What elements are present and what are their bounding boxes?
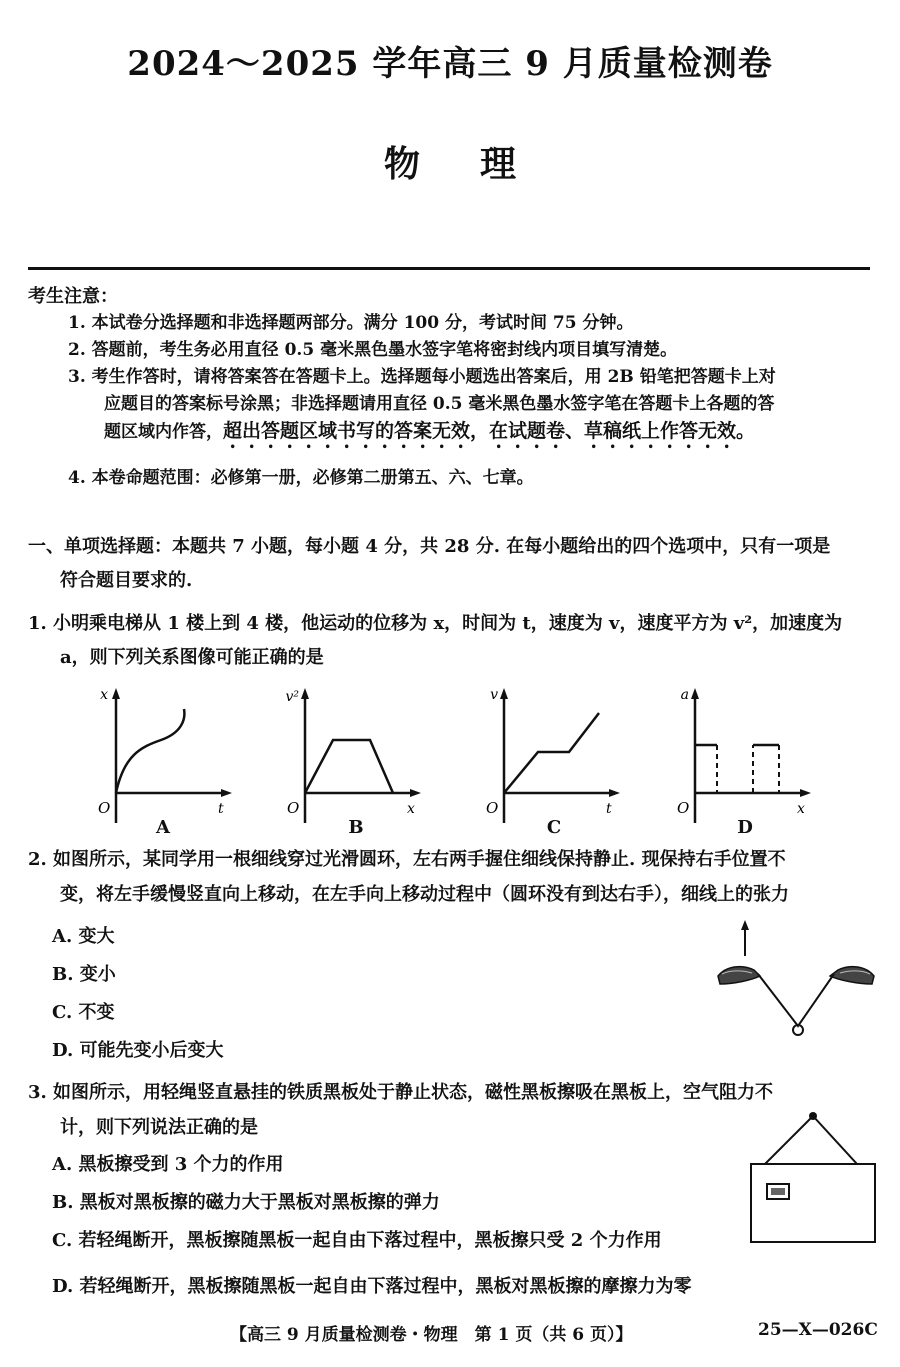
footer-exam-code: 25—X—026C: [758, 1320, 878, 1340]
graph-b-label: B: [348, 817, 364, 838]
question-2-option-a: A. 变大: [52, 926, 115, 947]
question-3-option-b: B. 黑板对黑板擦的磁力大于黑板对黑板擦的弹力: [52, 1192, 440, 1213]
question-2-option-d: D. 可能先变小后变大: [52, 1040, 224, 1061]
notice-item-3-tail: 题区域内作答，: [104, 422, 223, 442]
graph-c-x-label: t: [606, 801, 612, 817]
question-2-line-1: 2. 如图所示，某同学用一根细线穿过光滑圆环，左右两手握住细线保持静止. 现保持右手位置不: [28, 849, 786, 870]
notice-item-4: 4. 本卷命题范围：必修第一册，必修第二册第五、六、七章。: [68, 468, 534, 488]
graph-b-origin: O: [287, 799, 300, 817]
notice-item-3-end: [28, 418, 878, 459]
graph-a-y-label: x: [100, 687, 108, 703]
graph-c: [474, 685, 634, 835]
question-1-line-2: a，则下列关系图像可能正确的是: [60, 647, 324, 668]
graph-b-y-label: v²: [285, 689, 299, 705]
graph-a-origin: O: [98, 799, 111, 817]
graph-d-x-label: x: [797, 801, 805, 817]
question-3-line-2: 计，则下列说法正确的是: [60, 1117, 258, 1138]
graph-d-y-label: a: [680, 687, 689, 703]
graph-d-label: D: [737, 817, 753, 838]
notice-item-1: 1. 本试卷分选择题和非选择题两部分。满分 100 分，考试时间 75 分钟。: [68, 313, 634, 333]
hands-string-figure: [712, 918, 880, 1043]
notice-emphasis: 超出答题区域书写的答案无效，在试题卷、草稿纸上作答无效。: [223, 420, 756, 442]
graph-b: [275, 685, 435, 835]
graph-b-x-label: x: [407, 801, 415, 817]
header-divider: [28, 267, 870, 270]
question-1-line-1: 1. 小明乘电梯从 1 楼上到 4 楼，他运动的位移为 x，时间为 t，速度为 v，速度平方为 v²，加速度为: [28, 613, 843, 634]
notice-heading: 考生注意：: [28, 286, 118, 307]
question-3-line-1: 3. 如图所示，用轻绳竖直悬挂的铁质黑板处于静止状态，磁性黑板擦吸在黑板上，空气阻力不: [28, 1082, 774, 1103]
question-2-line-2: 变，将左手缓慢竖直向上移动，在左手向上移动过程中（圆环没有到达右手），细线上的张力: [60, 884, 789, 905]
graph-c-label: C: [546, 817, 562, 838]
question-3-option-d: D. 若轻绳断开，黑板擦随黑板一起自由下落过程中，黑板对黑板擦的摩擦力为零: [52, 1276, 692, 1297]
footer-page-info: 【高三 9 月质量检测卷・物理 第 1 页（共 6 页）】: [230, 1325, 633, 1345]
subject-title: 物理: [383, 143, 576, 185]
graph-c-origin: O: [486, 799, 499, 817]
graph-a-x-label: t: [218, 801, 224, 817]
question-1: [28, 607, 878, 675]
section-1-line-1: 一、单项选择题：本题共 7 小题，每小题 4 分，共 28 分. 在每小题给出的四个选项中，只有一项是: [28, 536, 831, 557]
graph-a: [86, 685, 246, 835]
question-2-option-b: B. 变小: [52, 964, 116, 985]
question-3-option-a: A. 黑板擦受到 3 个力的作用: [52, 1154, 284, 1175]
notice-item-2: 2. 答题前，考生务必用直径 0.5 毫米黑色墨水签字笔将密封线内项目填写清楚。: [68, 340, 678, 360]
question-3-option-c: C. 若轻绳断开，黑板擦随黑板一起自由下落过程中，黑板擦只受 2 个力作用: [52, 1230, 662, 1251]
section-1-line-2: 符合题目要求的.: [60, 570, 193, 591]
graph-d: [665, 685, 825, 835]
graph-a-label: A: [156, 817, 170, 838]
question-2: [28, 842, 878, 912]
blackboard-figure: [745, 1108, 880, 1248]
graph-d-origin: O: [677, 799, 690, 817]
question-2-option-c: C. 不变: [52, 1002, 115, 1023]
candidate-notice: [28, 283, 878, 492]
notice-item-3-cont: 应题目的答案标号涂黑；非选择题请用直径 0.5 毫米黑色墨水签字笔在答题卡上各题的答: [104, 394, 775, 414]
graph-c-y-label: v: [490, 687, 498, 703]
section-1-heading: [28, 530, 878, 598]
notice-item-3: 3. 考生作答时，请将答案答在答题卡上。选择题每小题选出答案后，用 2B 铅笔把答题卡上对: [68, 367, 776, 387]
exam-title: 2024～2025 学年高三 9 月质量检测卷: [127, 44, 773, 84]
